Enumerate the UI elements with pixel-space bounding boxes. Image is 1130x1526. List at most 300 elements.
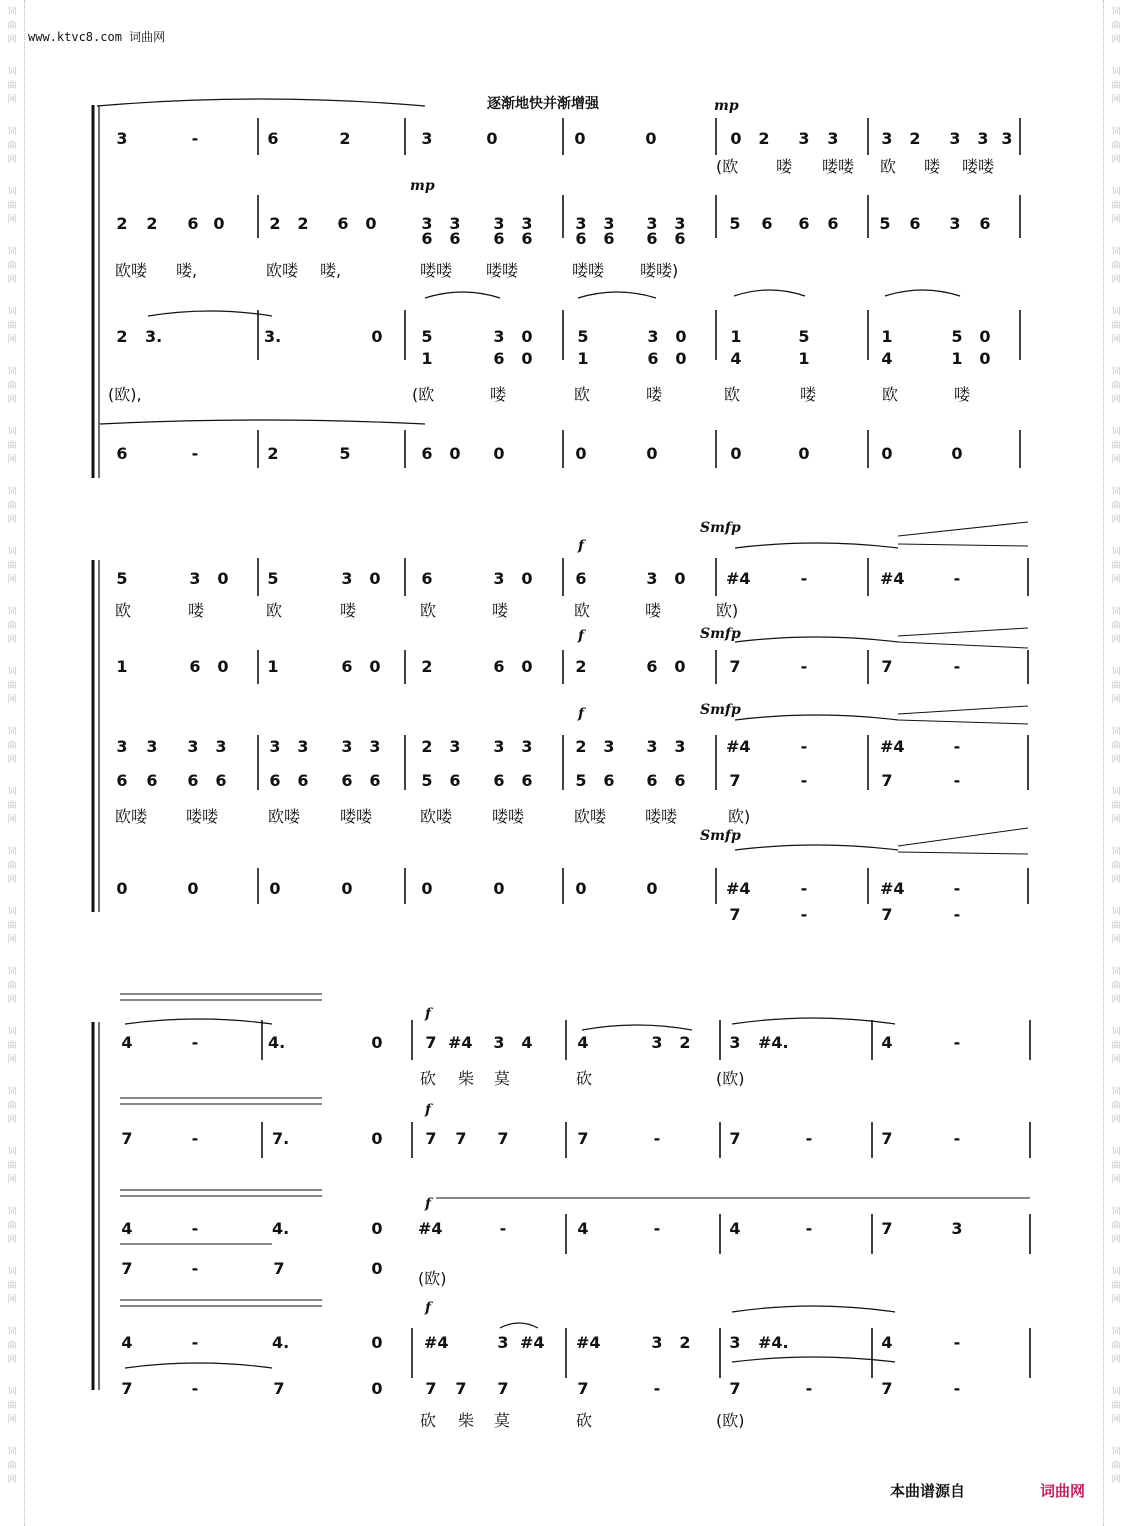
dynamic-marking: f (425, 1300, 432, 1316)
note: 6 (521, 229, 533, 248)
watermark-glyph: 词 (7, 67, 17, 77)
note: 6 (421, 569, 433, 588)
watermark-glyph: 网 (7, 1355, 17, 1365)
note: 1 (267, 657, 279, 676)
note: 3 (493, 569, 505, 588)
note: #4 (880, 737, 905, 756)
note: 2 (146, 214, 158, 233)
lyric: (欧) (716, 1411, 745, 1430)
note: 4 (881, 349, 893, 368)
watermark-glyph: 曲 (1111, 201, 1121, 211)
tie (735, 543, 898, 548)
watermark-glyph: 曲 (1111, 321, 1121, 331)
note: 0 (951, 444, 963, 463)
note: 0 (646, 879, 658, 898)
note: 6 (575, 229, 587, 248)
watermark-glyph: 词 (7, 1027, 17, 1037)
lyric: 喽 (492, 601, 509, 620)
watermark-glyph: 网 (1111, 1295, 1121, 1305)
lyric: 欧 (880, 157, 897, 176)
watermark-glyph: 词 (1111, 847, 1121, 857)
watermark-glyph: 曲 (1111, 21, 1121, 31)
note: - (953, 1033, 961, 1052)
lyric: 喽喽 (420, 261, 453, 280)
watermark-glyph: 词 (7, 607, 17, 617)
slur (885, 290, 960, 296)
lyric: 喽喽 (340, 807, 373, 826)
note: 3 (881, 129, 893, 148)
watermark-glyph: 曲 (7, 1401, 17, 1411)
watermark-glyph: 词 (1111, 247, 1121, 257)
note: 3 (493, 1033, 505, 1052)
note: - (191, 1129, 199, 1148)
watermark-glyph: 网 (7, 1055, 17, 1065)
note: 0 (371, 1259, 383, 1278)
watermark-glyph: 词 (1111, 1207, 1121, 1217)
note: 6 (449, 771, 461, 790)
note: 4 (121, 1333, 133, 1352)
lyric: 喽 (646, 385, 663, 404)
note: 0 (675, 327, 687, 346)
note: 4 (881, 1033, 893, 1052)
watermark-glyph: 词 (1111, 1087, 1121, 1097)
note: 3 (949, 129, 961, 148)
note: 6 (116, 444, 128, 463)
note: 0 (575, 444, 587, 463)
lyric: 喽 (188, 601, 205, 620)
watermark-glyph: 曲 (7, 681, 17, 691)
dynamic-marking: Smfp (700, 702, 741, 718)
watermark-glyph: 曲 (1111, 861, 1121, 871)
note: 0 (674, 569, 686, 588)
watermark-glyph: 曲 (1111, 801, 1121, 811)
note: #4 (520, 1333, 545, 1352)
tie (125, 1363, 272, 1368)
note: 7 (455, 1379, 467, 1398)
note: 1 (951, 349, 963, 368)
note: 6 (493, 771, 505, 790)
note: 6 (647, 349, 659, 368)
note: 3 (341, 737, 353, 756)
note: 0 (365, 214, 377, 233)
watermark-glyph: 词 (7, 967, 17, 977)
slur (578, 292, 656, 298)
note: 3 (116, 129, 128, 148)
watermark-glyph: 词 (7, 307, 17, 317)
watermark-glyph: 网 (7, 215, 17, 225)
note: 0 (521, 349, 533, 368)
note: 0 (187, 879, 199, 898)
note: 4 (521, 1033, 533, 1052)
note: 0 (979, 327, 991, 346)
watermark-glyph: 词 (7, 1267, 17, 1277)
note: #4 (880, 879, 905, 898)
watermark-glyph: 词 (7, 427, 17, 437)
note: #4 (448, 1033, 473, 1052)
watermark-glyph: 词 (1111, 427, 1121, 437)
note: - (653, 1379, 661, 1398)
watermark-glyph: 曲 (7, 141, 17, 151)
note: 0 (730, 444, 742, 463)
watermark-glyph: 词 (1111, 727, 1121, 737)
note: 4 (729, 1219, 741, 1238)
watermark-glyph: 曲 (1111, 1401, 1121, 1411)
watermark-glyph: 网 (7, 95, 17, 105)
note: 0 (646, 444, 658, 463)
watermark-glyph: 曲 (1111, 981, 1121, 991)
note: 7 (497, 1379, 509, 1398)
watermark-glyph: 词 (1111, 487, 1121, 497)
note: 3 (729, 1333, 741, 1352)
watermark-glyph: 网 (7, 875, 17, 885)
note: - (805, 1129, 813, 1148)
tie (735, 845, 898, 850)
lyric: 喽喽 (572, 261, 605, 280)
note: 6 (187, 214, 199, 233)
lyric: 喽喽 (645, 807, 678, 826)
note: 1 (116, 657, 128, 676)
note: - (953, 657, 961, 676)
note: 6 (116, 771, 128, 790)
watermark-glyph: 网 (7, 155, 17, 165)
watermark-glyph: 曲 (1111, 1221, 1121, 1231)
lyric: 喽喽 (822, 157, 855, 176)
note: 7 (425, 1033, 437, 1052)
note: 1 (881, 327, 893, 346)
lyric: 欧 (574, 385, 591, 404)
note: - (953, 1129, 961, 1148)
note: 6 (267, 129, 279, 148)
note: 3 (521, 737, 533, 756)
note: 3 (421, 129, 433, 148)
note: 2 (267, 444, 279, 463)
lyric: 欧 (420, 601, 437, 620)
note: - (191, 1379, 199, 1398)
tie (125, 1019, 272, 1024)
note: 3 (651, 1333, 663, 1352)
note: 5 (116, 569, 128, 588)
watermark-glyph: 曲 (1111, 741, 1121, 751)
note: 6 (493, 349, 505, 368)
note: 5 (575, 771, 587, 790)
note: 6 (421, 444, 433, 463)
watermark-glyph: 曲 (7, 201, 17, 211)
note: 3 (646, 737, 658, 756)
note: 3 (449, 214, 461, 233)
lyric: 喽喽 (186, 807, 219, 826)
lyric: (欧 (412, 385, 435, 404)
watermark-glyph: 网 (7, 995, 17, 1005)
watermark-glyph: 网 (7, 455, 17, 465)
watermark-glyph: 曲 (7, 561, 17, 571)
lyric: 喽喽) (640, 261, 679, 280)
site-header-text[interactable]: www.ktvc8.com 词曲网 (28, 30, 166, 44)
watermark-glyph: 曲 (1111, 621, 1121, 631)
note: 6 (674, 771, 686, 790)
watermark-glyph: 网 (1111, 995, 1121, 1005)
note: #4. (758, 1033, 789, 1052)
note: 3 (189, 569, 201, 588)
dynamic-marking: Smfp (700, 828, 741, 844)
watermark-glyph: 曲 (7, 261, 17, 271)
note: 0 (493, 444, 505, 463)
note: - (953, 771, 961, 790)
note: 0 (521, 327, 533, 346)
note: 0 (493, 879, 505, 898)
note: 4 (577, 1219, 589, 1238)
lyric: 欧) (728, 807, 751, 826)
watermark-glyph: 词 (1111, 1027, 1121, 1037)
watermark-glyph: 词 (1111, 547, 1121, 557)
note: 3 (646, 569, 658, 588)
watermark-glyph: 网 (1111, 875, 1121, 885)
note: 6 (146, 771, 158, 790)
watermark-glyph: 网 (7, 395, 17, 405)
watermark-glyph: 网 (1111, 335, 1121, 345)
note: 0 (798, 444, 810, 463)
crescendo (898, 642, 1028, 648)
note: 3 (521, 214, 533, 233)
watermark-glyph: 网 (1111, 1355, 1121, 1365)
note: 0 (421, 879, 433, 898)
note: 0 (369, 569, 381, 588)
note: 3 (269, 737, 281, 756)
note: 3. (145, 327, 163, 346)
note: 7 (881, 1379, 893, 1398)
note: 0 (116, 879, 128, 898)
lyric: 喽 (924, 157, 941, 176)
lyric: 欧喽 (115, 807, 148, 826)
watermark-glyph: 网 (1111, 1235, 1121, 1245)
lyric: 喽 (645, 601, 662, 620)
crescendo (898, 544, 1028, 546)
watermark-glyph: 曲 (7, 441, 17, 451)
watermark-glyph: 曲 (1111, 261, 1121, 271)
note: 4. (272, 1333, 290, 1352)
watermark-glyph: 网 (1111, 275, 1121, 285)
note: 7 (497, 1129, 509, 1148)
watermark-glyph: 曲 (7, 981, 17, 991)
note: 2 (909, 129, 921, 148)
watermark-glyph: 曲 (7, 21, 17, 31)
dynamic-marking: f (425, 1006, 432, 1022)
watermark-glyph: 曲 (7, 621, 17, 631)
watermark-glyph: 网 (1111, 155, 1121, 165)
watermark-glyph: 词 (7, 547, 17, 557)
note: 0 (217, 569, 229, 588)
note: 5 (267, 569, 279, 588)
crescendo (898, 828, 1028, 846)
watermark-glyph: 曲 (1111, 1041, 1121, 1051)
dynamic-marking: f (425, 1102, 432, 1118)
slur (734, 290, 805, 296)
note: #4 (576, 1333, 601, 1352)
note: 4. (272, 1219, 290, 1238)
note: 3 (603, 737, 615, 756)
note: 6 (297, 771, 309, 790)
note: 3 (646, 214, 658, 233)
note: 3 (146, 737, 158, 756)
watermark-glyph: 曲 (7, 741, 17, 751)
watermark-glyph: 曲 (1111, 441, 1121, 451)
watermark-glyph: 网 (1111, 1055, 1121, 1065)
watermark-glyph: 网 (1111, 695, 1121, 705)
note: 1 (421, 349, 433, 368)
note: 6 (449, 229, 461, 248)
note: 5 (951, 327, 963, 346)
watermark-glyph: 网 (7, 935, 17, 945)
note: 0 (645, 129, 657, 148)
lyric: 喽 (340, 601, 357, 620)
note: 5 (577, 327, 589, 346)
note: 4 (881, 1333, 893, 1352)
lyric: 欧) (716, 601, 739, 620)
note: 3 (493, 737, 505, 756)
note: 5 (421, 771, 433, 790)
note: 4 (730, 349, 742, 368)
note: 5 (421, 327, 433, 346)
note: - (653, 1129, 661, 1148)
watermark-glyph: 曲 (7, 501, 17, 511)
tie (735, 637, 898, 642)
note: 7 (729, 771, 741, 790)
note: - (805, 1219, 813, 1238)
note: 3 (215, 737, 227, 756)
watermark-glyph: 网 (7, 275, 17, 285)
note: 3 (297, 737, 309, 756)
note: 7 (273, 1379, 285, 1398)
lyric: 柴 (458, 1069, 475, 1088)
note: #4 (726, 737, 751, 756)
watermark-glyph: 网 (7, 335, 17, 345)
note: 4 (121, 1219, 133, 1238)
watermark-glyph: 网 (7, 695, 17, 705)
note: #4 (726, 879, 751, 898)
note: 7 (881, 1219, 893, 1238)
watermark-glyph: 网 (7, 575, 17, 585)
note: 1 (577, 349, 589, 368)
footer-site-link[interactable]: 词曲网 (1040, 1482, 1086, 1500)
watermark-glyph: 网 (1111, 515, 1121, 525)
dynamic-marking: f (578, 538, 585, 554)
tempo-marking: 逐渐地快并渐增强 (487, 96, 599, 112)
watermark-glyph: 曲 (7, 1161, 17, 1171)
note: 3 (493, 327, 505, 346)
note: 0 (371, 1379, 383, 1398)
note: 7 (729, 1129, 741, 1148)
watermark-glyph: 词 (7, 667, 17, 677)
lyric: 欧喽 (266, 261, 299, 280)
note: 6 (189, 657, 201, 676)
watermark-glyph: 网 (1111, 95, 1121, 105)
watermark-glyph: 网 (7, 635, 17, 645)
lyric: 欧 (115, 601, 132, 620)
note: 6 (187, 771, 199, 790)
note: 3 (798, 129, 810, 148)
watermark-glyph: 网 (7, 1475, 17, 1485)
watermark-glyph: 曲 (7, 1281, 17, 1291)
note: 2 (421, 657, 433, 676)
note: 7 (881, 771, 893, 790)
note: 0 (521, 569, 533, 588)
note: 7 (425, 1379, 437, 1398)
slur (500, 1323, 538, 1328)
watermark-glyph: 词 (7, 1207, 17, 1217)
note: 3. (264, 327, 282, 346)
note: 7 (729, 1379, 741, 1398)
note: 0 (371, 1333, 383, 1352)
watermark-glyph: 曲 (1111, 1341, 1121, 1351)
lyric: 砍 (576, 1411, 593, 1430)
watermark-glyph: 词 (1111, 67, 1121, 77)
note: 6 (493, 229, 505, 248)
note: 6 (646, 771, 658, 790)
note: 6 (341, 657, 353, 676)
note: 6 (798, 214, 810, 233)
note: 4. (268, 1033, 286, 1052)
note: 0 (521, 657, 533, 676)
note: - (499, 1219, 507, 1238)
watermark-glyph: 曲 (7, 321, 17, 331)
lyric: 砍 (420, 1069, 437, 1088)
note: 0 (371, 1033, 383, 1052)
tie (732, 1357, 895, 1362)
watermark-glyph: 网 (7, 1415, 17, 1425)
note: - (953, 879, 961, 898)
note: 3 (977, 129, 989, 148)
note: 6 (603, 771, 615, 790)
watermark-glyph: 曲 (7, 1101, 17, 1111)
note: 6 (909, 214, 921, 233)
note: - (191, 1219, 199, 1238)
lyric: 莫 (494, 1411, 511, 1430)
lyric: 喽 (800, 385, 817, 404)
watermark-glyph: 曲 (7, 1041, 17, 1051)
watermark-glyph: 词 (1111, 907, 1121, 917)
watermark-glyph: 曲 (7, 801, 17, 811)
note: 0 (369, 657, 381, 676)
lyric: 喽, (320, 261, 342, 280)
note: - (800, 905, 808, 924)
note: 6 (575, 569, 587, 588)
watermark-glyph: 曲 (7, 1221, 17, 1231)
note: 3 (729, 1033, 741, 1052)
dynamic-marking: mp (410, 178, 435, 194)
watermark-glyph: 词 (1111, 367, 1121, 377)
tie (732, 1018, 895, 1024)
note: - (953, 569, 961, 588)
note: - (800, 569, 808, 588)
note: 3 (1001, 129, 1013, 148)
lyric: 喽 (490, 385, 507, 404)
note: 4 (577, 1033, 589, 1052)
watermark-glyph: 词 (7, 7, 17, 17)
note: 1 (730, 327, 742, 346)
lyric: 欧 (266, 601, 283, 620)
watermark-glyph: 网 (1111, 215, 1121, 225)
watermark-glyph: 曲 (7, 921, 17, 931)
watermark-glyph: 词 (7, 127, 17, 137)
watermark-glyph: 词 (7, 1387, 17, 1397)
watermark-glyph: 词 (7, 727, 17, 737)
watermark-glyph: 网 (1111, 1475, 1121, 1485)
watermark-glyph: 曲 (1111, 1161, 1121, 1171)
note: 7 (881, 657, 893, 676)
watermark-glyph: 词 (1111, 1147, 1121, 1157)
note: - (953, 905, 961, 924)
note: - (191, 129, 199, 148)
note: 3 (497, 1333, 509, 1352)
